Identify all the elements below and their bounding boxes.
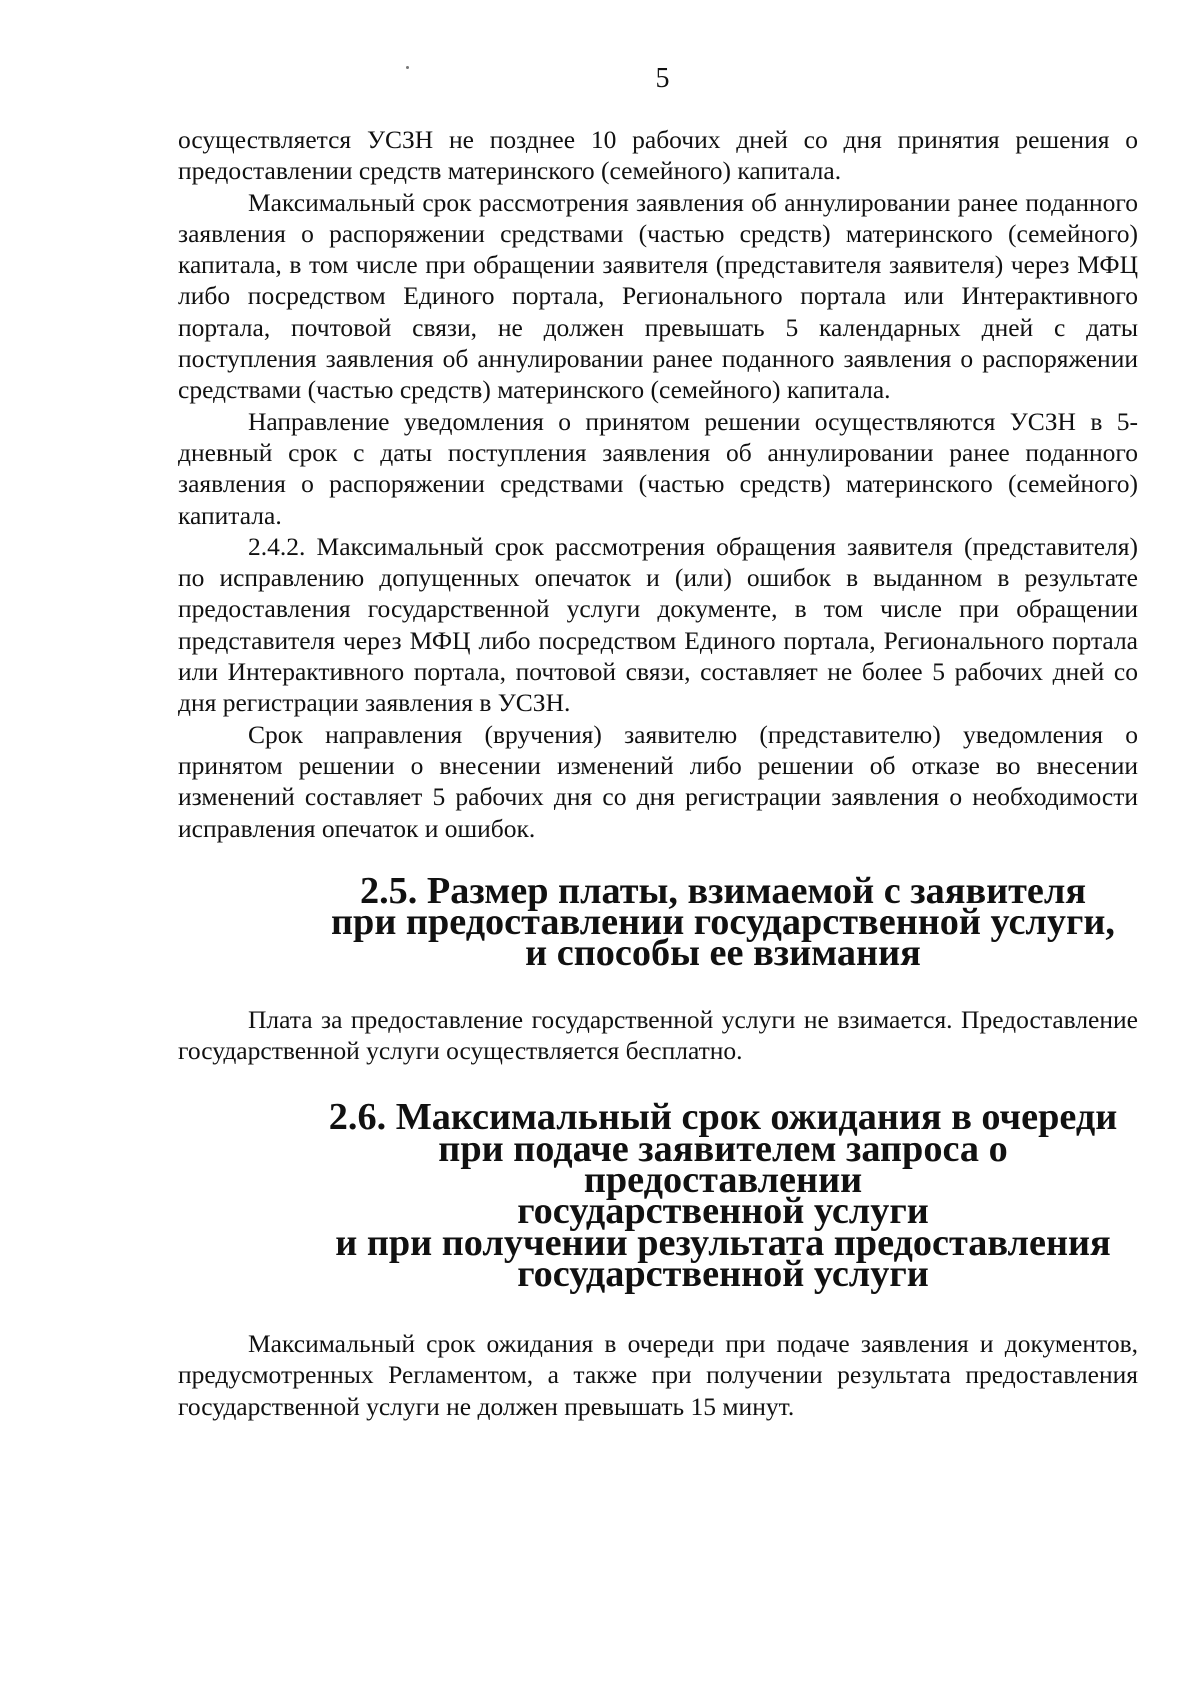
page-number: 5: [655, 63, 670, 94]
section-heading-2-6: [178, 1096, 1138, 1295]
paragraph-annulment-term: Максимальный срок рассмотрения заявления об аннулировании ранее поданного заявления о распоряжении средствами (частью средств) материнского (семейного) капитала, в том числе при обращении заявителя (представителя заявителя) через МФЦ либо посредством Единого портала, Регионального портала или Интерактивного портала, почтовой связи, не должен превышать 5 календарных дней с даты поступления заявления об аннулировании ранее поданного заявления о распоряжении средствами (частью средств) материнского (семейного) капитала.: [178, 187, 1138, 405]
paragraph-queue-time: Максимальный срок ожидания в очереди при подаче заявления и документов, предусмотренных Регламентом, а также при получении результата предоставления государственной услуги не должен превышать 15 минут.: [178, 1329, 1138, 1421]
heading-line: государственной услуги: [517, 1252, 929, 1295]
document-body: [178, 124, 1138, 1422]
paragraph-continuation: осуществляется УСЗН не позднее 10 рабочих дней со дня принятия решения о предоставлении средств материнского (семейного) капитала.: [178, 125, 1138, 186]
paragraph-delivery-term: Срок направления (вручения) заявителю (представителю) уведомления о принятом решении о внесении изменений либо решении об отказе во внесении изменений составляет 5 рабочих дня со дня регистрации заявления о необходимости исправления опечаток и ошибок.: [178, 719, 1138, 843]
heading-line: 2.5. Размер платы, взимаемой с заявителя: [359, 869, 1087, 912]
heading-line: и при получении результата предоставления: [335, 1221, 1111, 1264]
heading-line: государственной услуги: [517, 1190, 929, 1233]
heading-line: при подаче заявителем запроса о предоставлении: [438, 1127, 1008, 1201]
paragraph-2-4-2: 2.4.2. Максимальный срок рассмотрения обращения заявителя (представителя) по исправлению допущенных опечаток и (или) ошибок в выданном в результате предоставления государственной услуги документе, в том числе при обращении представителя через МФЦ либо посредством Единого портала, Регионального портала или Интерактивного портала, почтовой связи, составляет не более 5 рабочих дней со дня регистрации заявления в УСЗН.: [178, 531, 1138, 718]
section-heading-2-5: [178, 869, 1138, 975]
heading-line: 2.6. Максимальный срок ожидания в очереди: [328, 1096, 1118, 1139]
paragraph-fee: Плата за предоставление государственной услуги не взимается. Предоставление государственной услуги осуществляется бесплатно.: [178, 1004, 1138, 1066]
heading-line: и способы ее взимания: [525, 932, 921, 975]
paragraph-notification-term: Направление уведомления о принятом решении осуществляются УСЗН в 5-дневный срок с даты поступления заявления об аннулировании ранее поданного заявления о распоряжении средствами (частью средств) материнского (семейного) капитала.: [178, 406, 1138, 530]
heading-line: при предоставлении государственной услуги,: [331, 901, 1115, 944]
